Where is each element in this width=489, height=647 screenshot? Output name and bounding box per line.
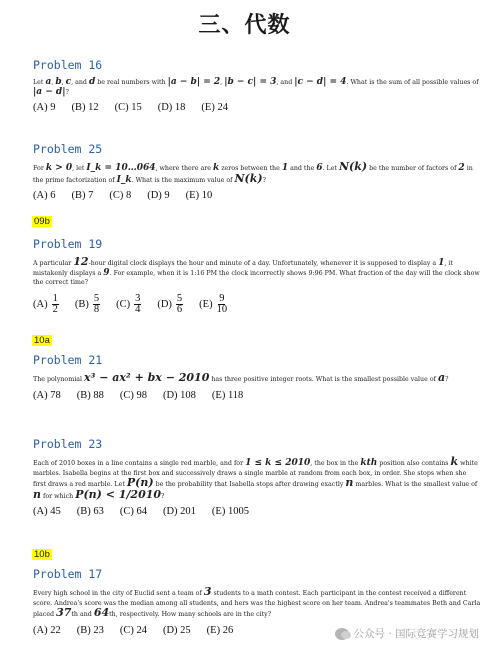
choice-d[interactable]: (D) 201 — [162, 506, 196, 517]
math-expr: I_k = 10…064 — [86, 163, 156, 173]
math-number: 64 — [93, 606, 110, 619]
choice-b[interactable] — [75, 294, 100, 315]
math-var: b — [55, 77, 62, 87]
math-expr: |a − d| — [33, 86, 66, 97]
choice-c[interactable]: (C) 8 — [109, 190, 132, 201]
answer-choices — [33, 390, 481, 401]
page-title: 三、代数 — [198, 13, 291, 38]
denominator: 4 — [135, 303, 141, 315]
watermark-text: 公众号 · 国际竞赛学习规划 — [353, 628, 479, 640]
choice-b[interactable]: (B) 63 — [76, 506, 104, 517]
choice-b[interactable]: (B) 12 — [71, 102, 99, 113]
text-run: has three positive integer roots. What is the smallest possible value of — [209, 376, 438, 383]
text-run: Let — [33, 79, 46, 86]
text-run: be real numbers with — [95, 79, 168, 86]
choice-b[interactable]: (B) 23 — [76, 624, 104, 636]
watermark — [335, 626, 479, 641]
math-number: 9 — [103, 267, 110, 278]
denominator: 8 — [93, 303, 100, 315]
text-run: and the — [288, 165, 317, 172]
text-run: be the probability that Isabella stops after drawing exactly — [153, 481, 346, 488]
text-run: marbles. What is the smallest value of — [353, 481, 478, 488]
numerator: 3 — [135, 292, 141, 304]
math-expr: N(k) — [234, 171, 263, 185]
section-tag: 10a — [34, 335, 50, 346]
text-run: . What is the sum of all possible values of — [346, 79, 479, 86]
text-run: -hour digital clock displays the hour and minute of a day. Unfortunately, whenever it is supposed to display a — [88, 260, 439, 267]
math-number: 37 — [56, 606, 72, 619]
answer-choices — [33, 102, 481, 113]
choice-e[interactable]: (E) 118 — [211, 389, 244, 401]
choice-d[interactable]: (D) 18 — [157, 102, 186, 113]
math-var: d — [88, 77, 96, 87]
choice-label: (A) — [33, 298, 48, 310]
choice-e[interactable]: (E) 10 — [185, 190, 213, 201]
math-expr: k > 0 — [45, 163, 73, 173]
fraction — [134, 294, 141, 315]
problem-21 — [33, 353, 481, 401]
fraction — [93, 294, 100, 315]
text-run: be the number of factors of — [367, 165, 459, 172]
denominator: 2 — [52, 303, 58, 315]
problem-text — [33, 162, 481, 185]
choice-b[interactable]: (B) 7 — [71, 190, 94, 201]
text-run: students to a math contest. Each participant in the contest received a different score. Andrea's score was the median among all students, and hers was the highest score on her team. Andrea's teammates Beth and Carla placed — [33, 590, 481, 618]
numerator: 5 — [93, 292, 100, 304]
choice-a[interactable]: (A) 22 — [33, 624, 61, 636]
choice-c[interactable]: (C) 64 — [119, 506, 147, 517]
numerator: 1 — [52, 292, 58, 304]
text-run: white marbles. Isabella begins at the first box and successively draws a single marble at random from each box, in order. She stops when she first draws a red marble. Let — [33, 460, 478, 488]
math-var: c — [65, 77, 72, 87]
math-var: 2 — [458, 163, 465, 173]
choice-a[interactable]: (A) 45 — [33, 506, 61, 517]
choice-d[interactable] — [157, 294, 183, 315]
text-run: , let — [72, 165, 87, 172]
math-var: n — [33, 487, 41, 501]
numerator: 5 — [176, 292, 183, 304]
answer-choices — [33, 190, 481, 201]
math-var: a — [45, 77, 52, 87]
problem-title: Problem 23 — [33, 437, 103, 451]
math-var: n — [345, 476, 354, 489]
wechat-icon — [335, 628, 349, 640]
text-run: th, respectively. How many schools are in the city? — [109, 611, 272, 618]
text-run: ? — [445, 376, 449, 383]
math-var: k — [212, 163, 220, 173]
choice-e[interactable]: (E) 24 — [201, 102, 228, 113]
math-expr: P(n) — [126, 476, 154, 489]
math-number: 12 — [73, 255, 89, 268]
choice-c[interactable]: (C) 98 — [119, 389, 147, 401]
problem-25 — [33, 142, 481, 201]
text-run: ? — [161, 492, 165, 500]
choice-b[interactable]: (B) 88 — [76, 389, 104, 401]
choice-label: (B) — [74, 298, 89, 310]
fraction — [52, 294, 59, 315]
text-run: . Let — [322, 165, 339, 172]
problem-19 — [33, 237, 481, 315]
text-run: , it mistakenly displays a — [33, 260, 453, 277]
problem-title: Problem 21 — [33, 353, 103, 367]
math-expr: N(k) — [338, 160, 368, 173]
problem-text — [33, 78, 481, 97]
math-var: 1 — [281, 163, 289, 173]
text-run: . What is the maximum value of — [131, 176, 235, 184]
math-expr: |c − d| = 4 — [294, 77, 347, 87]
problem-text — [33, 373, 481, 385]
text-run: for which — [41, 492, 76, 500]
math-number: 3 — [203, 585, 212, 598]
math-expr: |b − c| = 3 — [224, 77, 277, 87]
choice-label: (D) — [157, 298, 172, 310]
fraction — [217, 294, 228, 315]
text-run: th and — [71, 611, 94, 618]
problem-23 — [33, 437, 481, 517]
choice-a[interactable]: (A) 6 — [33, 190, 56, 201]
text-run: The polynomial — [33, 376, 84, 383]
fraction — [176, 294, 183, 315]
problem-text — [33, 457, 481, 501]
text-run: in the prime factorization of — [33, 165, 473, 184]
choice-c[interactable]: (C) 24 — [119, 624, 147, 636]
problem-16 — [33, 58, 481, 113]
numerator: 9 — [219, 292, 225, 304]
choice-d[interactable]: (D) 108 — [162, 389, 196, 401]
text-run: Every high school in the city of Euclid sent a team of — [33, 590, 204, 597]
problem-title: Problem 25 — [33, 142, 103, 156]
choice-e[interactable]: (E) 26 — [206, 624, 234, 636]
choice-c[interactable] — [116, 294, 141, 315]
text-run: , and — [276, 79, 295, 86]
choice-e[interactable]: (E) 1005 — [211, 506, 249, 517]
text-run: ? — [65, 88, 69, 96]
math-expr: |a − b| = 2 — [167, 77, 221, 87]
choice-label: (E) — [199, 298, 213, 310]
section-tag: 09b — [34, 216, 50, 227]
text-run: . For example, when it is 1:16 PM the clock incorrectly shows 9:96 PM. What fraction of the day will the clock show the correct time? — [33, 269, 480, 286]
math-number: 1 — [438, 258, 445, 268]
problem-text — [33, 257, 481, 288]
choice-a[interactable] — [33, 294, 59, 315]
text-run: Each of 2010 boxes in a line contains a single red marble, and for — [33, 460, 246, 467]
problem-title: Problem 16 — [33, 58, 103, 72]
denominator: 6 — [176, 303, 183, 315]
choice-d[interactable]: (D) 25 — [162, 624, 191, 636]
text-run: , — [51, 79, 56, 86]
choice-a[interactable]: (A) 9 — [33, 102, 56, 113]
choice-label: (C) — [116, 298, 131, 310]
text-run: A particular — [33, 260, 74, 267]
answer-choices — [33, 294, 481, 315]
math-var: 6 — [316, 163, 323, 173]
choice-a[interactable]: (A) 78 — [33, 389, 61, 401]
text-run: , and — [71, 79, 89, 86]
text-run: position also contains — [377, 460, 451, 467]
text-run: ? — [262, 176, 266, 184]
problem-text — [33, 587, 481, 620]
choice-c[interactable]: (C) 15 — [114, 102, 142, 113]
math-expr: kth — [360, 458, 378, 468]
math-expr: P(n) < 1/2010 — [75, 487, 162, 501]
denominator: 10 — [216, 303, 228, 315]
choice-d[interactable]: (D) 9 — [147, 190, 170, 201]
text-run: For — [33, 165, 46, 172]
math-var: k — [450, 455, 459, 468]
text-run: , — [220, 79, 225, 86]
math-expr: 1 ≤ k ≤ 2010 — [245, 458, 311, 468]
problem-title: Problem 19 — [33, 237, 103, 251]
math-expr: x³ − ax² + bx − 2010 — [83, 371, 210, 384]
problem-title: Problem 17 — [33, 567, 103, 581]
text-run: zeros between the — [219, 165, 282, 172]
text-run: , — [61, 79, 66, 86]
math-expr: I_k — [116, 174, 132, 185]
text-run: , where there are — [155, 165, 213, 172]
answer-choices — [33, 506, 481, 517]
math-var: a — [437, 371, 446, 384]
section-tag: 10b — [34, 549, 50, 560]
text-run: , the box in the — [310, 460, 361, 467]
choice-e[interactable] — [199, 294, 227, 315]
